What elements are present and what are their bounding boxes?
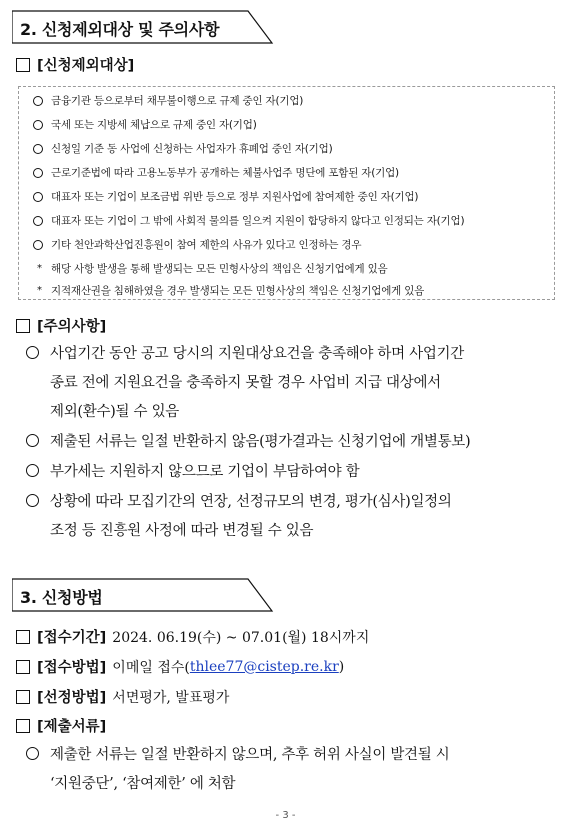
exclusion-item <box>33 141 332 156</box>
caution-text: 상황에 따라 모집기간의 연장, 선정규모의 변경, 평가(심사)일정의 <box>50 494 452 510</box>
checkbox-square-icon <box>16 630 30 644</box>
page-number: - 3 - <box>275 810 296 821</box>
application-method-prefix: 이메일 접수( <box>112 659 190 676</box>
asterisk-icon: * <box>37 263 42 274</box>
checkbox-square-icon <box>16 719 30 733</box>
exclusion-item <box>33 165 399 180</box>
exclusion-item-text: 국세 또는 지방세 체납으로 규제 중인 자(기업) <box>51 119 257 131</box>
application-period-value: 2024. 06.19(수) ~ 07.01(월) 18시까지 <box>112 629 370 646</box>
caution-text: 조정 등 진흥원 사정에 따라 변경될 수 있음 <box>50 523 314 539</box>
checkbox-square-icon <box>16 660 30 674</box>
application-method-label: [접수방법] <box>37 660 107 676</box>
exclusion-note-text: 지적재산권을 침해하였을 경우 발생되는 모든 민형사상의 책임은 신청기업에게 있음 <box>51 285 425 297</box>
caution-heading-label: [주의사항] <box>37 319 107 335</box>
documents-item <box>26 743 449 764</box>
asterisk-icon: * <box>37 285 42 296</box>
exclusion-item-text: 금융기관 등으로부터 채무불이행으로 규제 중인 자(기업) <box>51 95 304 107</box>
caution-text: 제외(환수)될 수 있음 <box>50 404 179 420</box>
circle-bullet-icon <box>26 346 39 359</box>
documents-text: ‘지원중단’, ‘참여제한’ 에 처함 <box>50 776 236 792</box>
selection-method-value: 서면평가, 발표평가 <box>112 689 230 706</box>
email-link[interactable]: thlee77@cistep.re.kr <box>189 658 339 675</box>
exclusion-item-text: 대표자 또는 기업이 보조금법 위반 등으로 정부 지원사업에 참여제한 중인 자(기업) <box>51 191 419 203</box>
circle-bullet-icon <box>33 192 43 202</box>
circle-bullet-icon <box>33 120 43 130</box>
documents-continuation <box>50 772 235 793</box>
caution-text: 제출된 서류는 일절 반환하지 않음(평가결과는 신청기업에 개별통보) <box>50 434 471 450</box>
documents-text: 제출한 서류는 일절 반환하지 않으며, 추후 허위 사실이 발견될 시 <box>50 747 450 763</box>
caution-continuation <box>50 400 179 421</box>
exclusion-heading-label: [신청제외대상] <box>37 58 135 74</box>
exclusion-item-text: 기타 천안과학산업진흥원이 참여 제한의 사유가 있다고 인정하는 경우 <box>51 239 362 251</box>
circle-bullet-icon <box>26 464 39 477</box>
exclusion-item <box>33 237 361 252</box>
section-2-title: 2. 신청제외대상 및 주의사항 <box>20 20 220 39</box>
exclusion-heading <box>16 54 134 75</box>
caution-continuation <box>50 371 441 392</box>
caution-item <box>26 430 470 451</box>
circle-bullet-icon <box>26 434 39 447</box>
application-method <box>16 656 344 677</box>
exclusion-note <box>33 283 424 298</box>
caution-item <box>26 460 359 481</box>
caution-continuation <box>50 519 313 540</box>
section-3-header <box>12 578 274 612</box>
required-documents <box>16 715 106 736</box>
section-2-header <box>12 10 274 44</box>
selection-method <box>16 686 229 707</box>
caution-item <box>26 490 452 511</box>
section-3-title: 3. 신청방법 <box>20 588 103 607</box>
required-documents-label: [제출서류] <box>37 719 107 735</box>
circle-bullet-icon <box>33 168 43 178</box>
application-period-label: [접수기간] <box>37 630 107 646</box>
caution-item <box>26 342 464 363</box>
circle-bullet-icon <box>26 494 39 507</box>
exclusion-note-text: 해당 사항 발생을 통해 발생되는 모든 민형사상의 책임은 신청기업에게 있음 <box>51 263 388 275</box>
exclusion-item <box>33 93 303 108</box>
exclusion-item-text: 근로기준법에 따라 고용노동부가 공개하는 체불사업주 명단에 포함된 자(기업) <box>51 167 399 179</box>
exclusion-item-text: 신청일 기준 동 사업에 신청하는 사업자가 휴폐업 중인 자(기업) <box>51 143 333 155</box>
checkbox-square-icon <box>16 319 30 333</box>
exclusion-list-box <box>18 86 555 300</box>
caution-text: 사업기간 동안 공고 당시의 지원대상요건을 충족해야 하며 사업기간 <box>50 346 464 362</box>
exclusion-item <box>33 189 418 204</box>
caution-text: 종료 전에 지원요건을 충족하지 못할 경우 사업비 지급 대상에서 <box>50 375 441 391</box>
circle-bullet-icon <box>26 747 39 760</box>
application-period <box>16 626 369 647</box>
checkbox-square-icon <box>16 58 30 72</box>
circle-bullet-icon <box>33 144 43 154</box>
application-method-suffix: ) <box>338 658 345 675</box>
selection-method-label: [선정방법] <box>37 690 107 706</box>
exclusion-note <box>33 261 387 276</box>
caution-heading <box>16 315 106 336</box>
circle-bullet-icon <box>33 96 43 106</box>
caution-text: 부가세는 지원하지 않으므로 기업이 부담하여야 함 <box>50 464 360 480</box>
circle-bullet-icon <box>33 216 43 226</box>
exclusion-item-text: 대표자 또는 기업이 그 밖에 사회적 물의를 일으켜 지원이 합당하지 않다고 인정되는 자(기업) <box>51 215 465 227</box>
exclusion-item <box>33 213 464 228</box>
circle-bullet-icon <box>33 240 43 250</box>
checkbox-square-icon <box>16 690 30 704</box>
exclusion-item <box>33 117 257 132</box>
